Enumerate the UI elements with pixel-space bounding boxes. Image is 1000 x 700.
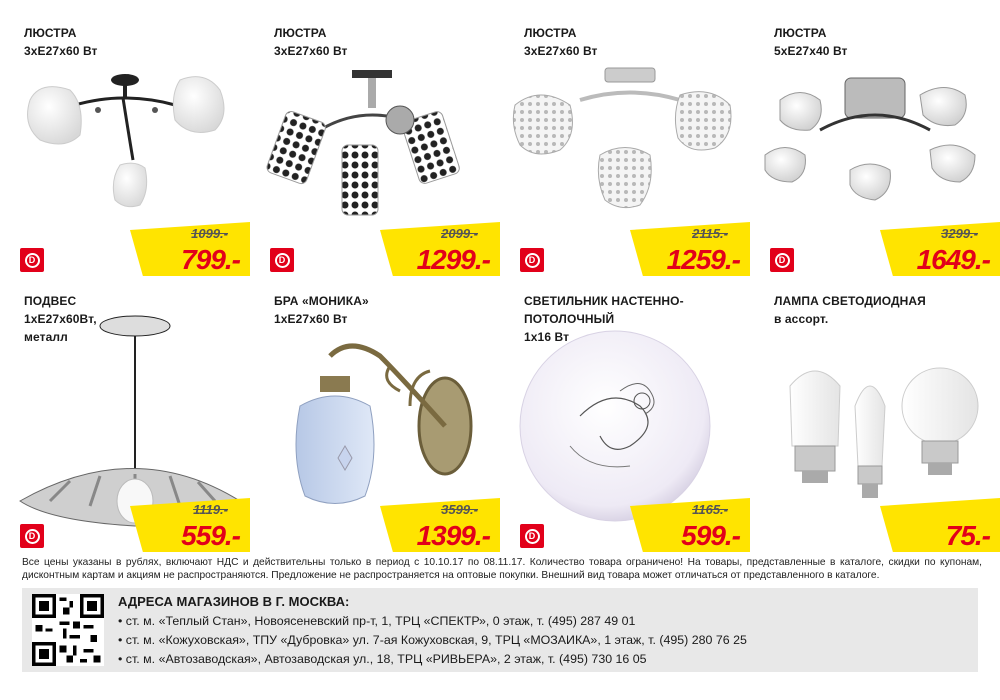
product-card[interactable] — [250, 276, 500, 552]
product-title: ЛАМПА СВЕТОДИОДНАЯ в ассорт. — [774, 294, 926, 326]
old-price: 1165.- — [692, 502, 728, 517]
old-price: 3299.- — [941, 226, 978, 241]
price-tag — [880, 222, 1000, 276]
product-spec: 3хE27х60 Вт — [524, 44, 598, 58]
price-tag — [130, 498, 250, 552]
chandelier-image — [760, 60, 990, 230]
old-price: 2115.- — [692, 226, 728, 241]
product-card[interactable] — [750, 0, 1000, 276]
old-price: 1099.- — [191, 226, 228, 241]
product-title: ЛЮСТРА 3хE27х60 Вт — [274, 26, 348, 58]
old-price: 3599.- — [441, 502, 478, 517]
product-spec: 5хE27х40 Вт — [774, 44, 848, 58]
store-logo-icon: D — [520, 524, 544, 548]
product-title: ЛЮСТРА 5хE27х40 Вт — [774, 26, 848, 58]
address-item: • ст. м. «Теплый Стан», Новоясеневский пр-т, 1, ТРЦ «СПЕКТР», 0 этаж, т. (495) 287 49 01 — [118, 614, 636, 628]
product-card[interactable] — [0, 276, 250, 552]
product-title: БРА «МОНИКА» 1хE27х60 Вт — [274, 294, 369, 326]
chandelier-image — [260, 60, 490, 230]
store-logo-icon: D — [20, 248, 44, 272]
price-tag — [380, 222, 500, 276]
product-spec: 3хE27х60 Вт — [274, 44, 348, 58]
old-price: 2099.- — [441, 226, 478, 241]
product-spec: 3хE27х60 Вт — [24, 44, 98, 58]
addresses-heading: АДРЕСА МАГАЗИНОВ В Г. МОСКВА: — [118, 594, 350, 609]
product-spec: 1хE27х60Вт, металл — [24, 312, 97, 344]
old-price: 1119.- — [193, 502, 228, 517]
disclaimer-text: Все цены указаны в рублях, включают НДС и действительны только в период с 10.10.17 по 08.11.17. Количество товара ограничено! На товары, представленные в каталоге, скидки по купонам, дисконтным картам и акциям не распространяются. Предложение не распространяется на оптовые покупки. Внешний вид товара может отличаться от представленного в каталоге. — [22, 557, 982, 581]
store-logo-icon: D — [270, 248, 294, 272]
store-logo-icon: D — [20, 524, 44, 548]
qr-code-icon[interactable] — [32, 594, 104, 666]
product-card[interactable] — [0, 0, 250, 276]
store-addresses-panel — [22, 588, 978, 672]
product-spec: 1хE27х60 Вт — [274, 312, 348, 326]
price-tag — [380, 498, 500, 552]
new-price: 1299.- — [416, 244, 490, 275]
product-title: ЛЮСТРА 3хE27х60 Вт — [24, 26, 98, 58]
new-price: 599.- — [681, 520, 740, 551]
product-card[interactable] — [500, 276, 750, 552]
new-price: 1649.- — [916, 244, 990, 275]
new-price: 799.- — [181, 244, 240, 275]
price-tag — [630, 222, 750, 276]
price-tag — [130, 222, 250, 276]
product-title: ПОДВЕС 1хE27х60Вт, металл — [24, 294, 97, 344]
price-tag — [630, 498, 750, 552]
product-card[interactable] — [250, 0, 500, 276]
store-logo-icon: D — [770, 248, 794, 272]
product-spec: 1х16 Вт — [524, 330, 570, 344]
chandelier-image — [510, 60, 740, 230]
product-card[interactable] — [750, 276, 1000, 552]
new-price: 1259.- — [666, 244, 740, 275]
store-logo-icon: D — [520, 248, 544, 272]
new-price: 559.- — [181, 520, 240, 551]
product-title: ЛЮСТРА 3хE27х60 Вт — [524, 26, 598, 58]
address-item: • ст. м. «Автозаводская», Автозаводская ул., 18, ТРЦ «РИВЬЕРА», 2 этаж, т. (495) 730 16 05 — [118, 652, 647, 666]
chandelier-image — [10, 60, 240, 230]
address-list — [118, 612, 747, 669]
product-title: СВЕТИЛЬНИК НАСТЕННО-ПОТОЛОЧНЫЙ 1х16 Вт — [524, 294, 684, 344]
product-card[interactable] — [500, 0, 750, 276]
product-spec: в ассорт. — [774, 312, 829, 326]
new-price: 1399.- — [416, 520, 490, 551]
new-price: 75.- — [945, 520, 990, 551]
address-item: • ст. м. «Кожуховская», ТПУ «Дубровка» ул. 7-ая Кожуховская, 9, ТРЦ «МОЗАИКА», 1 этаж, т. (495) 280 76 25 — [118, 633, 747, 647]
price-tag — [880, 498, 1000, 552]
